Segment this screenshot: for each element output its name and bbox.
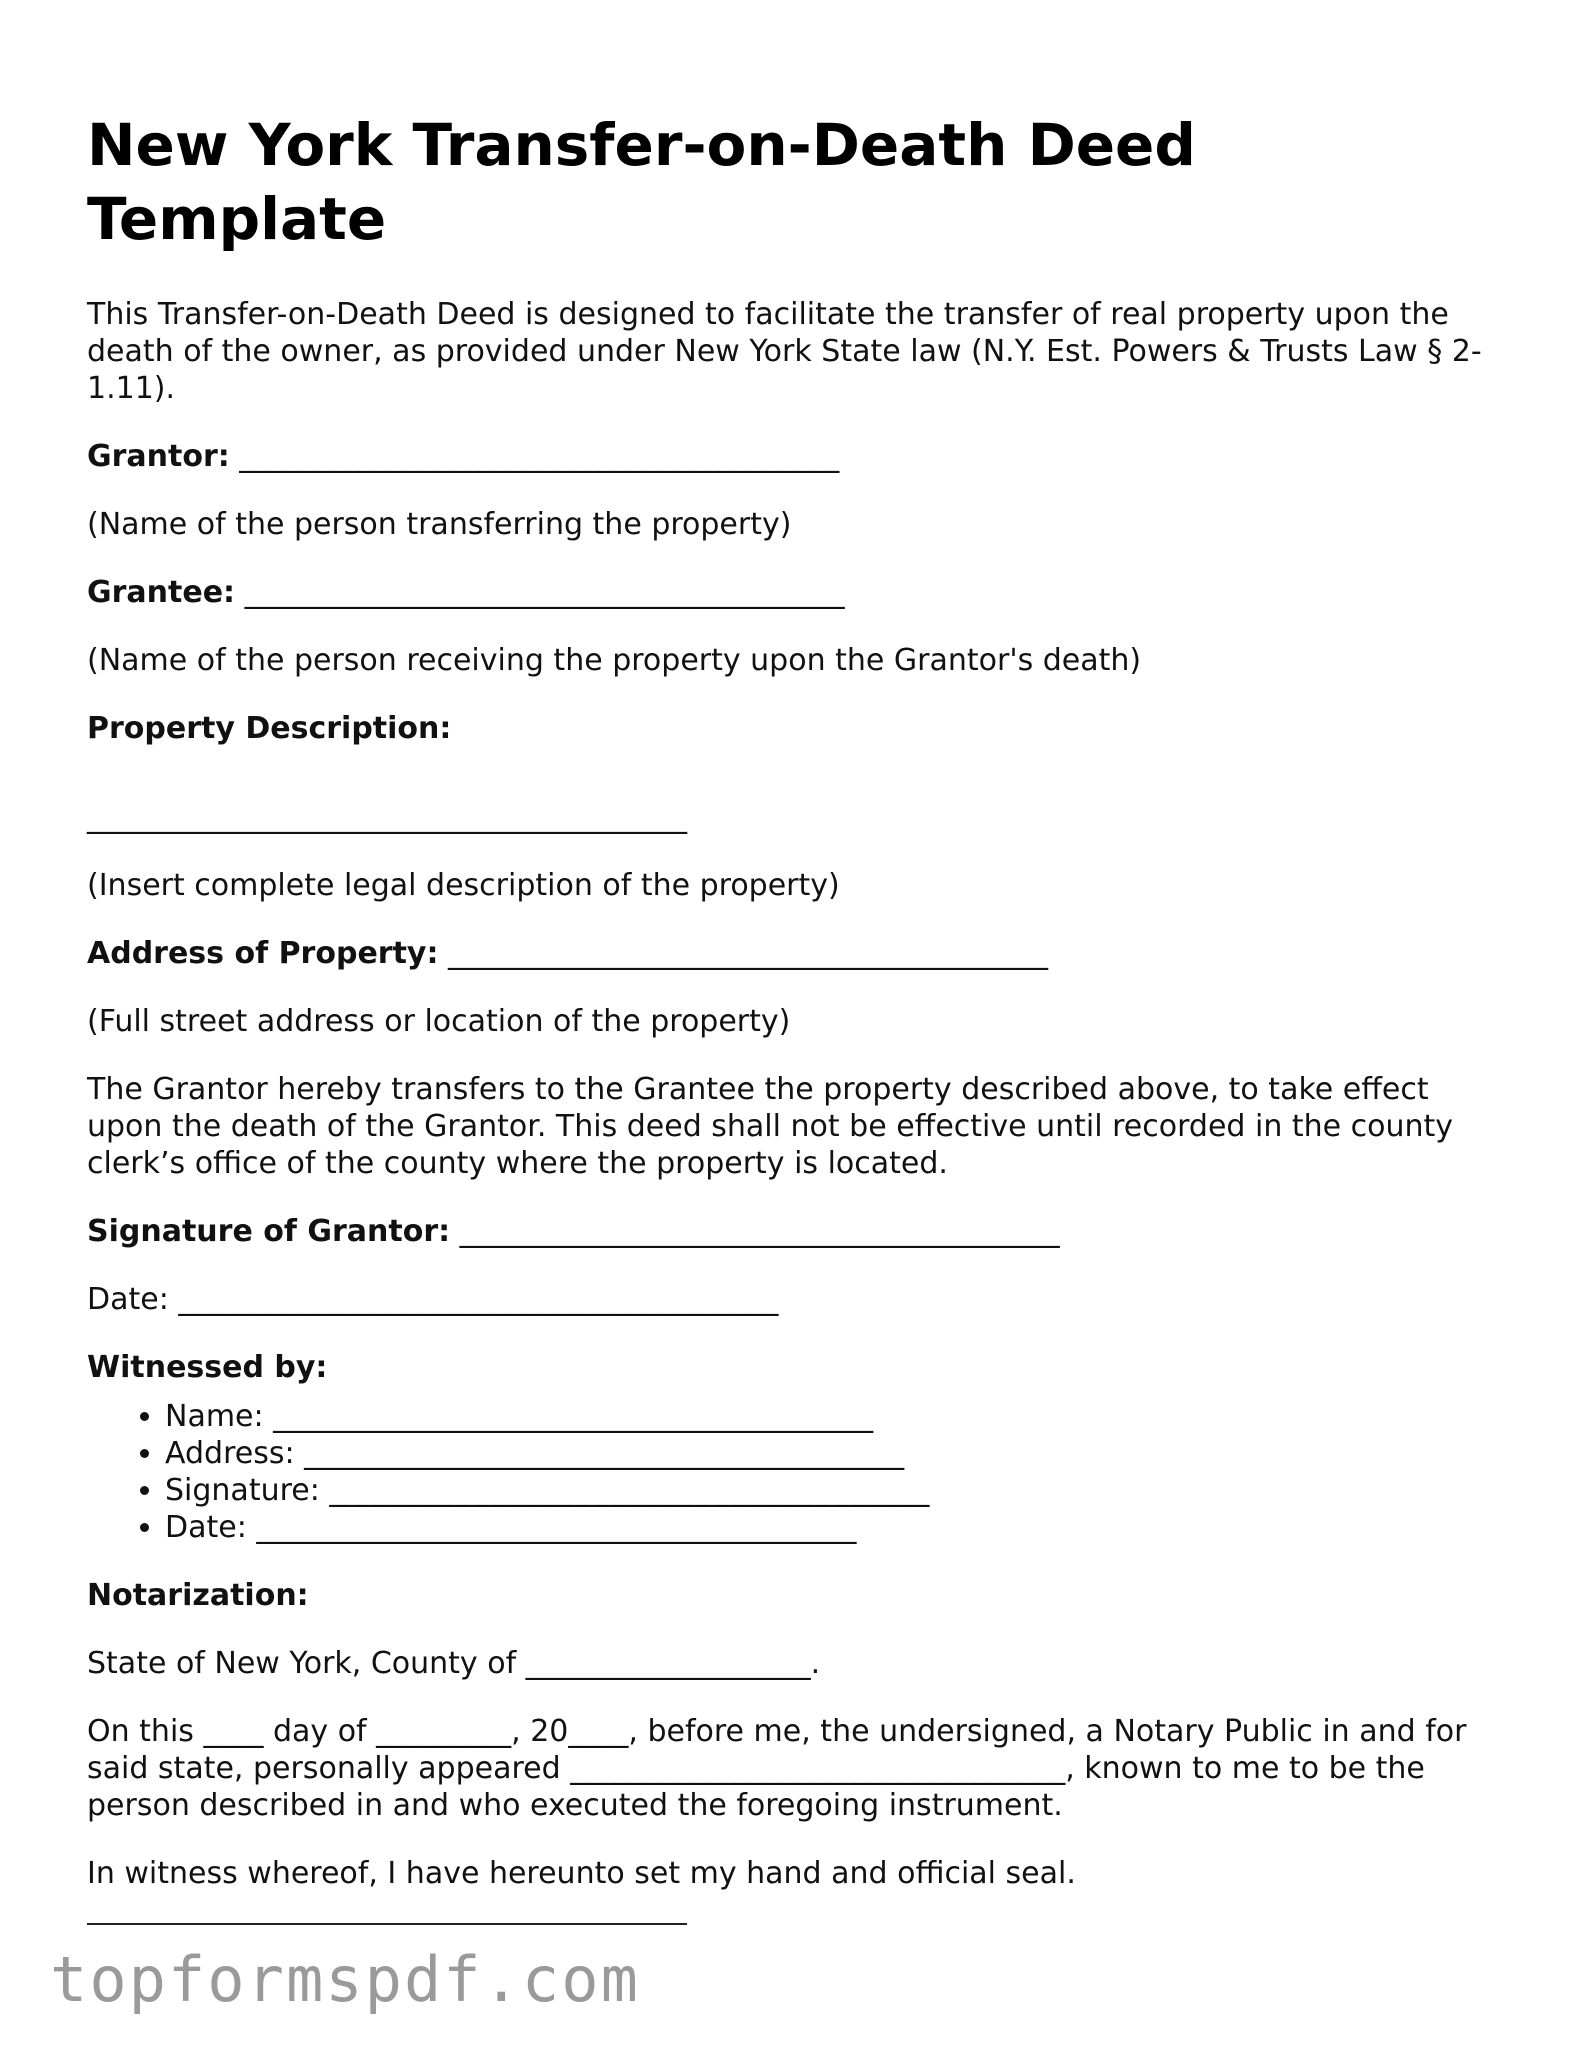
address-label: Address of Property:	[87, 936, 439, 971]
notary-state-line: State of New York, County of ___________________.	[87, 1646, 821, 1681]
property-description-blank: ________________________________________	[87, 800, 687, 835]
signature-label: Signature of Grantor:	[87, 1214, 451, 1249]
notary-acknowledgment: On this ____ day of _________, 20____, before me, the undersigned, a Notary Public in and for said state, personally appeared _________________________________, known to me to be the person described in and who executed the foregoing instrument.	[87, 1714, 1467, 1823]
notarization-heading: Notarization:	[87, 1578, 309, 1613]
grantor-field	[87, 438, 1507, 475]
date-field: Date: ________________________________________	[87, 1282, 779, 1317]
watermark: topformspdf.com	[50, 1943, 640, 2016]
property-description-note: (Insert complete legal description of the property)	[87, 868, 840, 903]
witness-name-item: • Name: ________________________________________	[165, 1398, 1507, 1435]
witness-heading: Witnessed by:	[87, 1350, 328, 1385]
property-description-label: Property Description:	[87, 711, 452, 746]
address-note: (Full street address or location of the property)	[87, 1004, 791, 1039]
grantee-field	[87, 574, 1507, 611]
grantor-blank: ________________________________________	[229, 439, 840, 474]
signature-field	[87, 1213, 1507, 1250]
address-field	[87, 935, 1507, 972]
grantee-note: (Name of the person receiving the property upon the Grantor's death)	[87, 643, 1142, 678]
document-title: New York Transfer-on-Death Deed Template	[87, 111, 1196, 253]
notary-witness-statement: In witness whereof, I have hereunto set my hand and official seal.	[87, 1856, 1076, 1891]
intro-paragraph: This Transfer-on-Death Deed is designed to facilitate the transfer of real property upon the death of the owner, as provided under New York State law (N.Y. Est. Powers & Trusts Law § 2-1.11).	[87, 297, 1482, 406]
grantee-label: Grantee:	[87, 575, 236, 610]
transfer-statement: The Grantor hereby transfers to the Grantee the property described above, to take effect upon the death of the Grantor. This deed shall not be effective until recorded in the county clerk’s office of the county where the property is located.	[87, 1072, 1454, 1181]
witness-date-item: • Date: ________________________________________	[165, 1509, 1507, 1546]
address-blank: ________________________________________	[438, 936, 1049, 971]
signature-blank: ________________________________________	[450, 1214, 1060, 1249]
grantee-blank: ________________________________________	[235, 575, 845, 610]
witness-address-item: • Address: ________________________________________	[165, 1435, 1507, 1472]
witness-signature-item: • Signature: ________________________________________	[165, 1472, 1507, 1509]
grantor-label: Grantor:	[87, 439, 230, 474]
grantor-note: (Name of the person transferring the property)	[87, 507, 792, 542]
document-page	[87, 108, 1507, 1925]
witness-list	[87, 1398, 1507, 1546]
notary-signature-line	[87, 1923, 687, 1925]
